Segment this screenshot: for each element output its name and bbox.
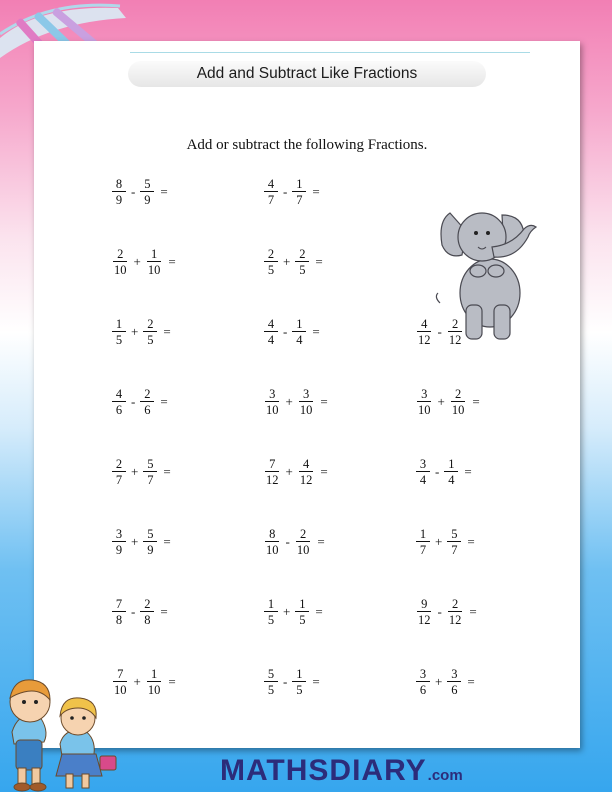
operator: - — [131, 604, 136, 619]
fraction-problem — [264, 317, 320, 347]
operator: + — [133, 674, 141, 689]
fraction — [295, 248, 309, 277]
equals-sign: = — [163, 464, 171, 479]
numerator: 8 — [265, 528, 279, 543]
denominator: 12 — [299, 473, 313, 487]
equals-sign: = — [467, 674, 475, 689]
fraction-problem — [264, 457, 328, 487]
operator: - — [283, 674, 288, 689]
numerator: 1 — [264, 598, 278, 613]
fraction — [143, 318, 157, 347]
fraction — [140, 598, 154, 627]
numerator: 2 — [451, 388, 465, 403]
operator: - — [437, 604, 442, 619]
fraction — [112, 178, 126, 207]
denominator: 6 — [115, 403, 123, 417]
fraction-problem — [264, 387, 328, 417]
title-bar — [128, 61, 486, 87]
denominator: 12 — [418, 613, 431, 627]
denominator: 5 — [296, 683, 303, 697]
numerator: 2 — [264, 248, 278, 263]
numerator: 2 — [113, 248, 127, 263]
numerator: 8 — [112, 178, 126, 193]
fraction — [450, 388, 467, 417]
equals-sign: = — [160, 394, 168, 409]
fraction — [140, 388, 154, 417]
operator: + — [131, 464, 139, 479]
equals-sign: = — [320, 394, 328, 409]
equals-sign: = — [472, 394, 480, 409]
fraction-problem — [416, 667, 475, 697]
denominator: 4 — [267, 333, 275, 347]
numerator: 1 — [444, 458, 458, 473]
numerator: 3 — [299, 388, 313, 403]
denominator: 6 — [451, 683, 458, 697]
numerator: 1 — [416, 528, 430, 543]
operator: - — [131, 394, 136, 409]
instruction-text: Add or subtract the following Fractions. — [186, 137, 428, 153]
denominator: 4 — [296, 333, 303, 347]
denominator: 7 — [296, 193, 303, 207]
fraction-problem — [264, 247, 323, 277]
fraction — [416, 528, 430, 557]
fraction-problem — [112, 317, 171, 347]
fraction — [264, 318, 278, 347]
fraction — [416, 388, 433, 417]
operator: + — [435, 674, 443, 689]
numerator: 1 — [147, 248, 161, 263]
fraction-problem — [112, 527, 171, 557]
equals-sign: = — [168, 254, 176, 269]
fraction — [146, 668, 163, 697]
fraction — [447, 668, 461, 697]
numerator: 2 — [296, 528, 310, 543]
operator: - — [285, 534, 290, 549]
denominator: 4 — [419, 473, 427, 487]
fraction — [447, 598, 464, 627]
header-rule — [130, 52, 530, 53]
denominator: 7 — [147, 473, 154, 487]
operator: + — [285, 394, 293, 409]
denominator: 10 — [147, 263, 161, 277]
numerator: 3 — [416, 458, 430, 473]
numerator: 1 — [292, 668, 306, 683]
fraction — [264, 668, 278, 697]
fraction-problem — [416, 527, 475, 557]
fraction — [292, 318, 306, 347]
fraction — [416, 668, 430, 697]
denominator: 7 — [115, 473, 123, 487]
fraction-problem — [264, 177, 320, 207]
numerator: 1 — [147, 668, 161, 683]
fraction — [264, 528, 281, 557]
equals-sign: = — [160, 604, 168, 619]
numerator: 2 — [112, 458, 126, 473]
numerator: 1 — [292, 318, 306, 333]
numerator: 2 — [143, 318, 157, 333]
denominator: 10 — [266, 403, 279, 417]
denominator: 4 — [448, 473, 455, 487]
operator: + — [437, 394, 445, 409]
denominator: 5 — [147, 333, 154, 347]
equals-sign: = — [317, 534, 325, 549]
fraction-problem — [112, 387, 168, 417]
denominator: 7 — [267, 193, 275, 207]
fraction — [264, 388, 281, 417]
equals-sign: = — [312, 184, 320, 199]
numerator: 4 — [264, 318, 278, 333]
numerator: 5 — [447, 528, 461, 543]
denominator: 9 — [144, 193, 151, 207]
numerator: 3 — [447, 668, 461, 683]
fraction — [264, 248, 278, 277]
fraction — [292, 668, 306, 697]
worksheet-title: Add and Subtract Like Fractions — [196, 65, 418, 82]
numerator: 4 — [417, 318, 431, 333]
fraction — [416, 458, 430, 487]
denominator: 12 — [448, 613, 462, 627]
numerator: 1 — [295, 598, 309, 613]
logo-suffix-text: .com — [427, 767, 463, 784]
fraction — [264, 458, 281, 487]
numerator: 1 — [292, 178, 306, 193]
denominator: 6 — [419, 683, 427, 697]
numerator: 5 — [264, 668, 278, 683]
fraction — [140, 178, 154, 207]
equals-sign: = — [163, 534, 171, 549]
operator: - — [283, 324, 288, 339]
numerator: 5 — [140, 178, 154, 193]
denominator: 8 — [115, 613, 123, 627]
fraction — [264, 598, 278, 627]
fraction — [112, 318, 126, 347]
numerator: 4 — [264, 178, 278, 193]
equals-sign: = — [315, 254, 323, 269]
denominator: 5 — [299, 613, 306, 627]
denominator: 10 — [451, 403, 465, 417]
fraction — [292, 178, 306, 207]
denominator: 12 — [266, 473, 279, 487]
operator: - — [131, 184, 136, 199]
fraction — [444, 458, 458, 487]
fraction — [146, 248, 163, 277]
equals-sign: = — [168, 674, 176, 689]
denominator: 7 — [451, 543, 458, 557]
fraction — [447, 528, 461, 557]
fraction-problem — [112, 177, 168, 207]
fraction — [112, 458, 126, 487]
denominator: 10 — [114, 263, 127, 277]
numerator: 3 — [416, 668, 430, 683]
numerator: 2 — [448, 598, 462, 613]
denominator: 9 — [147, 543, 154, 557]
numerator: 7 — [113, 668, 127, 683]
numerator: 5 — [143, 528, 157, 543]
fraction — [416, 598, 433, 627]
numerator: 7 — [265, 458, 279, 473]
fraction — [112, 388, 126, 417]
fraction — [264, 178, 278, 207]
denominator: 7 — [419, 543, 427, 557]
numerator: 5 — [143, 458, 157, 473]
operator: - — [435, 464, 440, 479]
equals-sign: = — [160, 184, 168, 199]
numerator: 2 — [140, 598, 154, 613]
denominator: 10 — [266, 543, 279, 557]
operator: + — [285, 464, 293, 479]
denominator: 10 — [418, 403, 431, 417]
denominator: 5 — [267, 263, 275, 277]
operator: + — [131, 534, 139, 549]
kids-illustration — [0, 672, 130, 792]
operator: + — [283, 604, 291, 619]
fraction — [298, 458, 315, 487]
numerator: 1 — [112, 318, 126, 333]
equals-sign: = — [315, 604, 323, 619]
fraction — [143, 528, 157, 557]
fraction — [298, 388, 315, 417]
fraction — [295, 528, 312, 557]
fraction-problem — [112, 597, 168, 627]
fraction — [416, 318, 433, 347]
logo-main-text: MATHSDIARY — [220, 754, 427, 787]
operator: + — [283, 254, 291, 269]
numerator: 3 — [112, 528, 126, 543]
numerator: 9 — [417, 598, 431, 613]
operator: + — [131, 324, 139, 339]
numerator: 2 — [140, 388, 154, 403]
denominator: 5 — [267, 683, 275, 697]
fraction-problem — [112, 247, 176, 277]
operator: + — [133, 254, 141, 269]
operator: - — [437, 324, 442, 339]
fraction-problem — [416, 457, 472, 487]
fraction — [143, 458, 157, 487]
operator: - — [283, 184, 288, 199]
equals-sign: = — [469, 604, 477, 619]
fraction-problem — [264, 597, 323, 627]
numerator: 4 — [299, 458, 313, 473]
numerator: 4 — [112, 388, 126, 403]
operator: + — [435, 534, 443, 549]
elephant-illustration — [432, 201, 547, 346]
denominator: 5 — [267, 613, 275, 627]
fraction-problem — [416, 387, 480, 417]
fraction — [112, 248, 129, 277]
denominator: 9 — [115, 543, 123, 557]
numerator: 7 — [112, 598, 126, 613]
denominator: 5 — [115, 333, 123, 347]
fraction-problem — [264, 667, 320, 697]
equals-sign: = — [163, 324, 171, 339]
denominator: 10 — [299, 403, 313, 417]
equals-sign: = — [467, 534, 475, 549]
denominator: 10 — [296, 543, 310, 557]
fraction — [112, 528, 126, 557]
denominator: 5 — [299, 263, 306, 277]
site-logo — [220, 752, 463, 786]
denominator: 12 — [418, 333, 431, 347]
equals-sign: = — [312, 674, 320, 689]
denominator: 8 — [144, 613, 151, 627]
denominator: 10 — [114, 683, 127, 697]
fraction-problem — [264, 527, 325, 557]
fraction-problem — [416, 597, 477, 627]
worksheet-page — [34, 41, 580, 748]
fraction — [295, 598, 309, 627]
denominator: 12 — [448, 333, 462, 347]
denominator: 6 — [144, 403, 151, 417]
fraction — [112, 598, 126, 627]
equals-sign: = — [312, 324, 320, 339]
equals-sign: = — [464, 464, 472, 479]
denominator: 10 — [147, 683, 161, 697]
numerator: 3 — [265, 388, 279, 403]
equals-sign: = — [320, 464, 328, 479]
numerator: 3 — [417, 388, 431, 403]
denominator: 9 — [115, 193, 123, 207]
numerator: 2 — [295, 248, 309, 263]
numerator: 2 — [448, 318, 462, 333]
fraction-problem — [112, 457, 171, 487]
